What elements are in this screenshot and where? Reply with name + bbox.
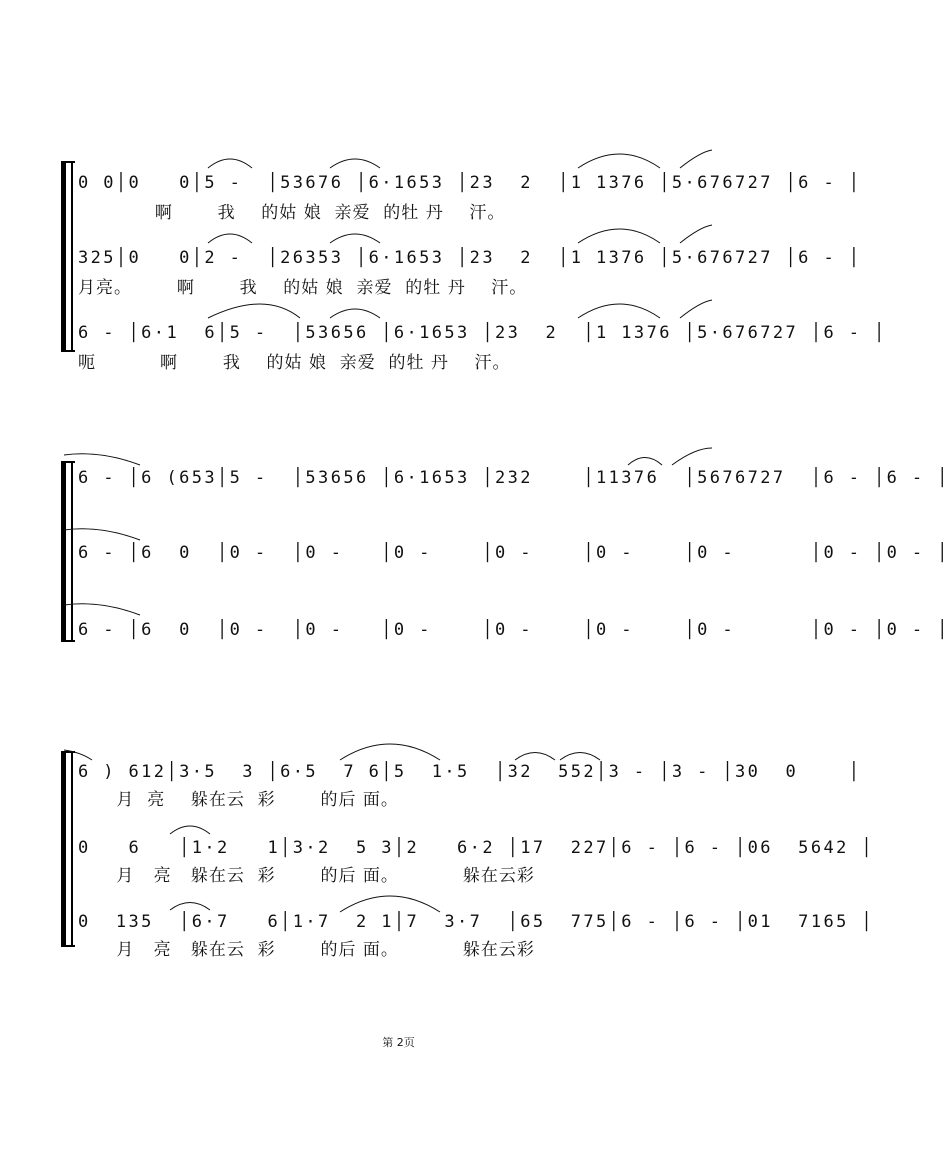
notation-line: 6 - │6·1 6│5 - │53656 │6·1653 │23 2 │1 1376 │5·676727 │6 - │ xyxy=(78,323,887,343)
lyric-line: 月 亮 躲在云 彩 的后 面。 xyxy=(78,790,399,810)
notation-line: 6 - │6 0 │0 - │0 - │0 - │0 - │0 - │0 - │0 - │0 - │ xyxy=(78,620,950,640)
lyric-line: 月亮。 啊 我 的姑 娘 亲爱 的牡 丹 汗。 xyxy=(78,278,528,298)
page-number: 第 2页 xyxy=(382,1036,415,1049)
lyric-line: 啊 我 的姑 娘 亲爱 的牡 丹 汗。 xyxy=(78,203,506,223)
notation-line: 0 6 │1·2 1│3·2 5 3│2 6·2 │17 227│6 - │6 - │06 5642 │ xyxy=(78,838,874,858)
notation-line: 6 ) 612│3·5 3 │6·5 7 6│5 1·5 │32 552│3 - │3 - │30 0 │ xyxy=(78,762,862,782)
notation-line: 0 135 │6·7 6│1·7 2 1│7 3·7 │65 775│6 - │6 - │01 7165 │ xyxy=(78,912,874,932)
notation-line: 6 - │6 0 │0 - │0 - │0 - │0 - │0 - │0 - │0 - │0 - │ xyxy=(78,543,950,563)
notation-line: 0 0│0 0│5 - │53676 │6·1653 │23 2 │1 1376 │5·676727 │6 - │ xyxy=(78,173,862,193)
notation-line: 325│0 0│2 - │26353 │6·1653 │23 2 │1 1376 │5·676727 │6 - │ xyxy=(78,248,862,268)
notation-line: 6 - │6 (653│5 - │53656 │6·1653 │232 │11376 │5676727 │6 - │6 - │ xyxy=(78,468,950,488)
lyric-line: 呃 啊 我 的姑 娘 亲爱 的牡 丹 汗。 xyxy=(78,353,511,373)
lyric-line: 月 亮 躲在云 彩 的后 面。 躲在云彩 xyxy=(78,940,535,960)
lyric-line: 月 亮 躲在云 彩 的后 面。 躲在云彩 xyxy=(78,866,535,886)
